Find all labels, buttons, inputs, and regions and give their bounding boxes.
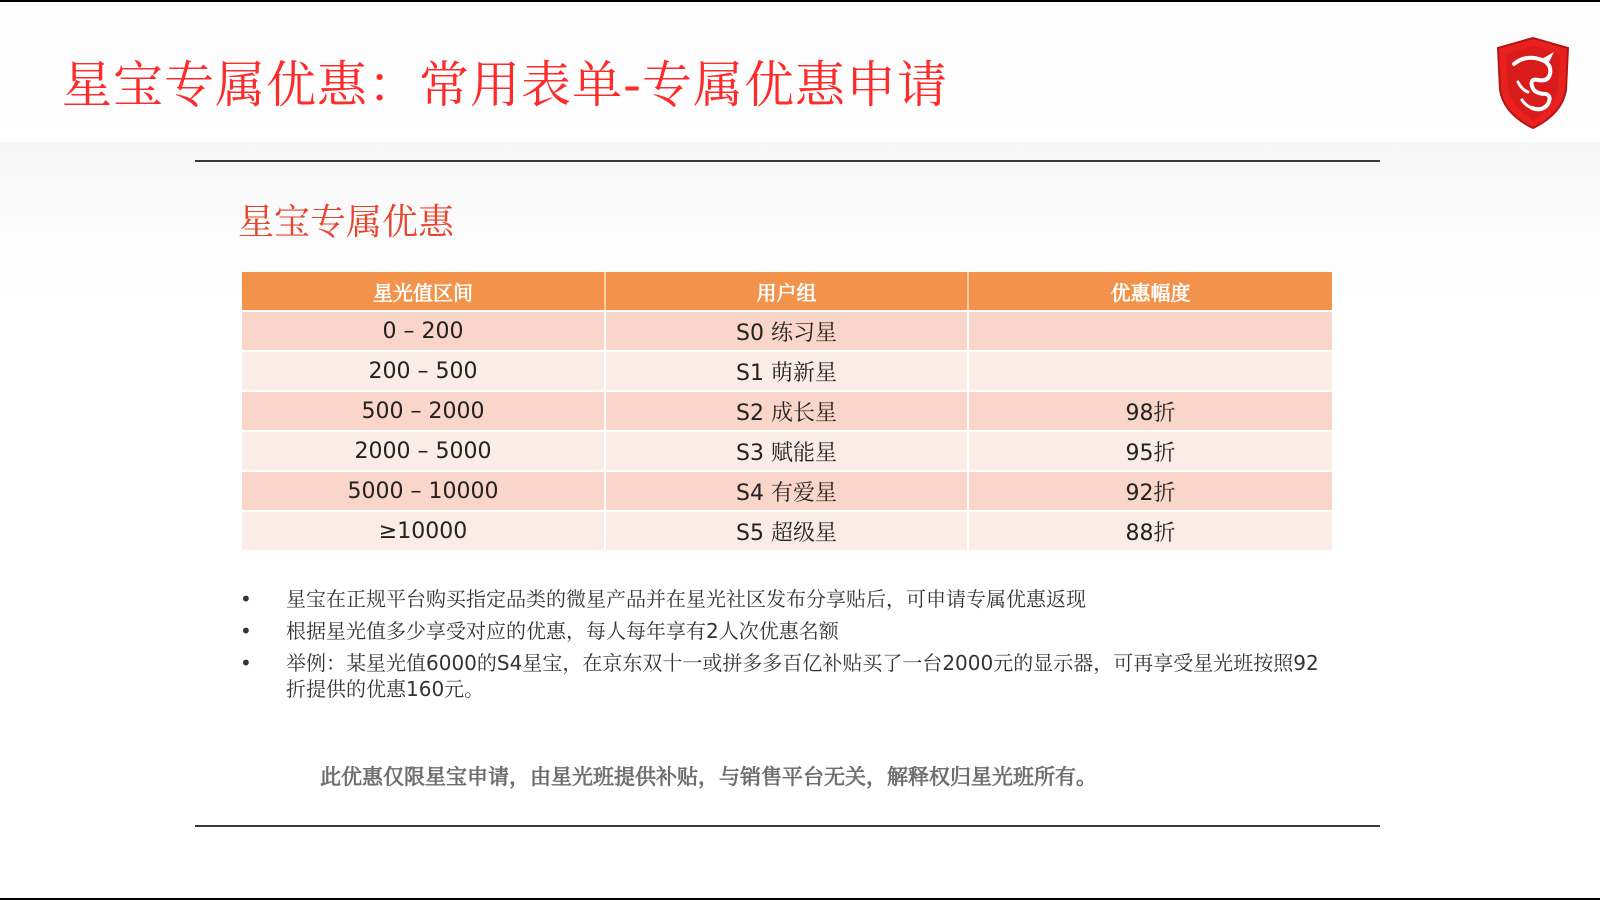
msi-dragon-shield-icon (1492, 34, 1574, 132)
cell-group: S3 赋能星 (605, 431, 968, 471)
cell-discount (968, 311, 1332, 351)
cell-group: S1 萌新星 (605, 351, 968, 391)
note-text: 根据星光值多少享受对应的优惠，每人每年享有2人次优惠名额 (286, 619, 839, 643)
top-divider (195, 160, 1380, 162)
table-row (242, 311, 1332, 351)
header-starlight-range: 星光值区间 (242, 272, 605, 311)
cell-discount: 95折 (968, 431, 1332, 471)
cell-discount: 88折 (968, 511, 1332, 551)
cell-range: 2000 – 5000 (242, 431, 605, 471)
table-header-row (242, 272, 1332, 311)
cell-discount (968, 351, 1332, 391)
cell-group: S4 有爱星 (605, 471, 968, 511)
notes-list (240, 586, 1330, 708)
cell-range: 500 – 2000 (242, 391, 605, 431)
disclaimer-text: 此优惠仅限星宝申请，由星光班提供补贴，与销售平台无关，解释权归星光班所有。 (320, 765, 1097, 789)
cell-range: ≥10000 (242, 511, 605, 551)
list-item (240, 618, 1330, 644)
table-row (242, 511, 1332, 551)
page-title: 星宝专属优惠：常用表单-专属优惠申请 (62, 56, 949, 114)
table-row (242, 471, 1332, 511)
discount-tier-table (242, 272, 1332, 552)
cell-group: S0 练习星 (605, 311, 968, 351)
bottom-divider (195, 825, 1380, 827)
table-row (242, 351, 1332, 391)
note-text: 星宝在正规平台购买指定品类的微星产品并在星光社区发布分享贴后，可申请专属优惠返现 (286, 587, 1086, 611)
slide (0, 2, 1600, 898)
bullet-icon: • (240, 651, 252, 675)
cell-range: 5000 – 10000 (242, 471, 605, 511)
table-row (242, 391, 1332, 431)
header-discount: 优惠幅度 (968, 272, 1332, 311)
note-text: 举例：某星光值6000的S4星宝，在京东双十一或拼多多百亿补贴买了一台2000元的显示器，可再享受星光班按照92折提供的优惠160元。 (286, 651, 1319, 701)
cell-discount: 98折 (968, 391, 1332, 431)
cell-group: S5 超级星 (605, 511, 968, 551)
cell-discount: 92折 (968, 471, 1332, 511)
list-item (240, 650, 1330, 702)
bullet-icon: • (240, 619, 252, 643)
cell-group: S2 成长星 (605, 391, 968, 431)
list-item (240, 586, 1330, 612)
cell-range: 0 – 200 (242, 311, 605, 351)
table-row (242, 431, 1332, 471)
bullet-icon: • (240, 587, 252, 611)
header-user-group: 用户组 (605, 272, 968, 311)
section-title: 星宝专属优惠 (238, 202, 455, 243)
cell-range: 200 – 500 (242, 351, 605, 391)
